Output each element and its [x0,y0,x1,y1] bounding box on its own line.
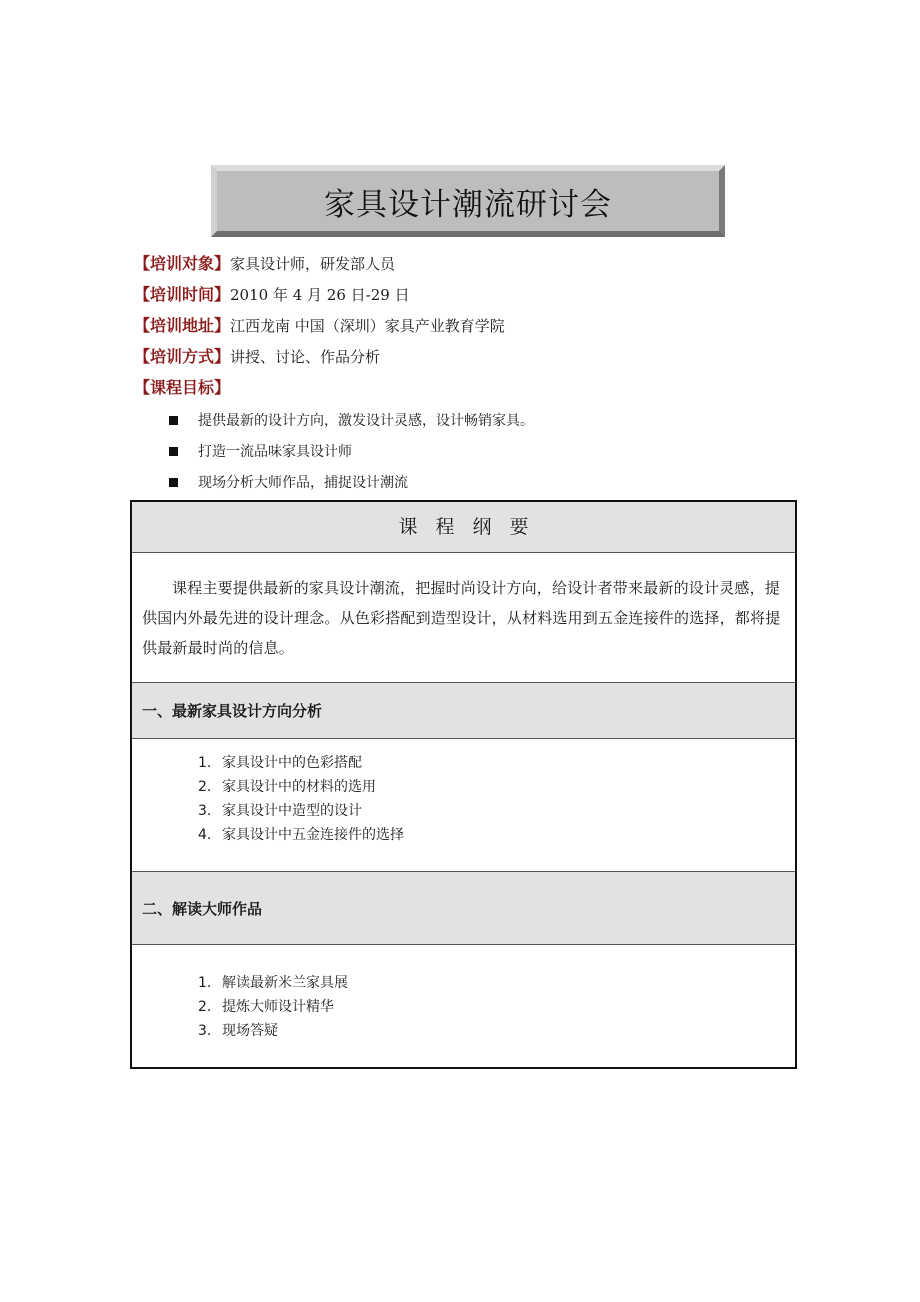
section-list [132,971,795,1043]
list-item [166,405,806,436]
info-row-target [134,250,814,281]
info-label: 【培训方式】 [134,347,231,366]
list-item [198,1019,795,1043]
list-item [198,823,795,847]
section-body-1 [132,738,795,871]
outline-summary-cell [132,552,795,682]
section-body-2 [132,944,795,1067]
info-label: 【培训对象】 [134,254,231,273]
section-header-1 [132,682,795,738]
list-item [198,751,795,775]
info-row-time [134,281,814,312]
list-item [198,775,795,799]
square-bullet-icon [169,416,178,425]
item-text: 家具设计中五金连接件的选择 [222,827,404,843]
item-number: 3. [198,803,212,819]
training-info [134,250,814,405]
list-item [198,971,795,995]
goal-text: 打造一流品味家具设计师 [198,443,352,460]
item-text: 家具设计中的色彩搭配 [222,755,362,771]
section-title: 二、解读大师作品 [142,899,263,918]
list-item [198,995,795,1019]
outline-header [132,502,795,552]
section-title: 一、最新家具设计方向分析 [142,702,323,720]
item-number: 2. [198,999,212,1015]
info-value: 2010 年 4 月 26 日-29 日 [230,286,410,304]
section-header-2 [132,871,795,944]
list-item [166,436,806,467]
course-outline-table [130,500,797,1069]
info-value: 家具设计师，研发部人员 [230,255,396,273]
item-number: 2. [198,779,212,795]
info-label: 【培训地址】 [134,316,231,335]
square-bullet-icon [169,447,178,456]
list-item [198,799,795,823]
item-number: 1. [198,975,212,991]
outline-heading: 课程纲要 [398,516,547,538]
info-value: 江西龙南 中国（深圳）家具产业教育学院 [230,317,505,335]
info-row-method [134,343,814,374]
info-label: 【课程目标】 [134,378,231,397]
square-bullet-icon [169,478,178,487]
info-label: 【培训时间】 [134,285,231,304]
info-row-goals [134,374,814,405]
outline-summary: 课程主要提供最新的家具设计潮流，把握时尚设计方向，给设计者带来最新的设计灵感，提供国内外最先进的设计理念。从色彩搭配到造型设计，从材料选用到五金连接件的选择，都将提供最新最时尚的信息。 [142,579,781,657]
info-value: 讲授、讨论、作品分析 [230,348,381,366]
goal-list [166,405,806,498]
item-text: 家具设计中的材料的选用 [222,779,376,795]
item-number: 1. [198,755,212,771]
item-text: 提炼大师设计精华 [222,999,334,1015]
item-text: 解读最新米兰家具展 [222,975,348,991]
item-text: 家具设计中造型的设计 [222,803,362,819]
goal-text: 提供最新的设计方向，激发设计灵感，设计畅销家具。 [198,412,534,429]
title-banner [211,165,725,237]
list-item [166,467,806,498]
item-number: 4. [198,827,212,843]
goal-text: 现场分析大师作品，捕捉设计潮流 [198,474,408,491]
info-row-address [134,312,814,343]
item-number: 3. [198,1023,212,1039]
page-title: 家具设计潮流研讨会 [324,186,612,223]
section-list [132,751,795,847]
item-text: 现场答疑 [222,1023,278,1039]
